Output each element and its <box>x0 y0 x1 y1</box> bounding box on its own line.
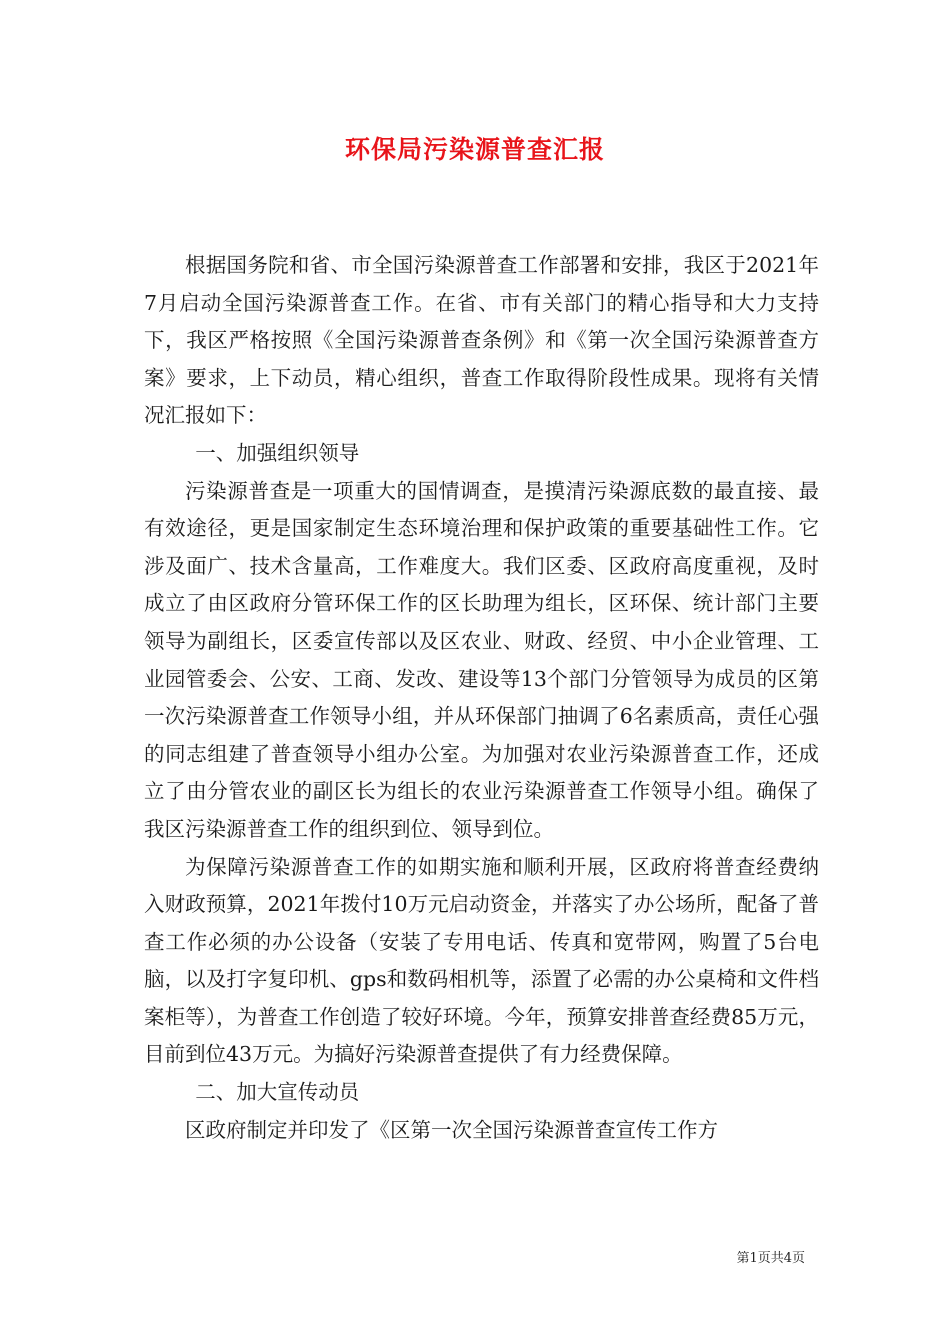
section-heading-organization: 一、加强组织领导 <box>195 440 360 465</box>
funding-paragraph: 为保障污染源普查工作的如期实施和顺利开展，区政府将普查经费纳入财政预算，2021年拨付10万元启动资金，并落实了办公场所，配备了普查工作必须的办公设备（安装了专用电话、传真和宽带网，购置了5台电脑，以及打字复印机、gps和数码相机等，添置了必需的办公桌椅和文件档案柜等），为普查工作创造了较好环境。今年，预算安排普查经费85万元，目前到位43万元。为搞好污染源普查提供了有力经费保障。 <box>144 854 819 1067</box>
publicity-paragraph: 区政府制定并印发了《区第一次全国污染源普查宣传工作方 <box>185 1117 718 1142</box>
document-body <box>144 247 819 1149</box>
organization-paragraph: 污染源普查是一项重大的国情调查，是摸清污染源底数的最直接、最有效途径，更是国家制定生态环境治理和保护政策的重要基础性工作。它涉及面广、技术含量高，工作难度大。我们区委、区政府高度重视，及时成立了由区政府分管环保工作的区长助理为组长，区环保、统计部门主要领导为副组长，区委宣传部以及区农业、财政、经贸、中小企业管理、工业园管委会、公安、工商、发改、建设等13个部门分管领导为成员的区第一次污染源普查工作领导小组，并从环保部门抽调了6名素质高，责任心强的同志组建了普查领导小组办公室。为加强对农业污染源普查工作，还成立了由分管农业的副区长为组长的农业污染源普查工作领导小组。确保了我区污染源普查工作的组织到位、领导到位。 <box>144 478 819 841</box>
section-heading-publicity: 二、加大宣传动员 <box>195 1080 360 1105</box>
intro-paragraph: 根据国务院和省、市全国污染源普查工作部署和安排，我区于2021年7月启动全国污染源普查工作。在省、市有关部门的精心指导和大力支持下，我区严格按照《全国污染源普查条例》和《第一次全国污染源普查方案》要求，上下动员，精心组织，普查工作取得阶段性成果。现将有关情况汇报如下： <box>144 253 819 428</box>
document-title: 环保局污染源普查汇报 <box>344 135 605 164</box>
page-number-footer: 第1页共4页 <box>736 1251 805 1266</box>
